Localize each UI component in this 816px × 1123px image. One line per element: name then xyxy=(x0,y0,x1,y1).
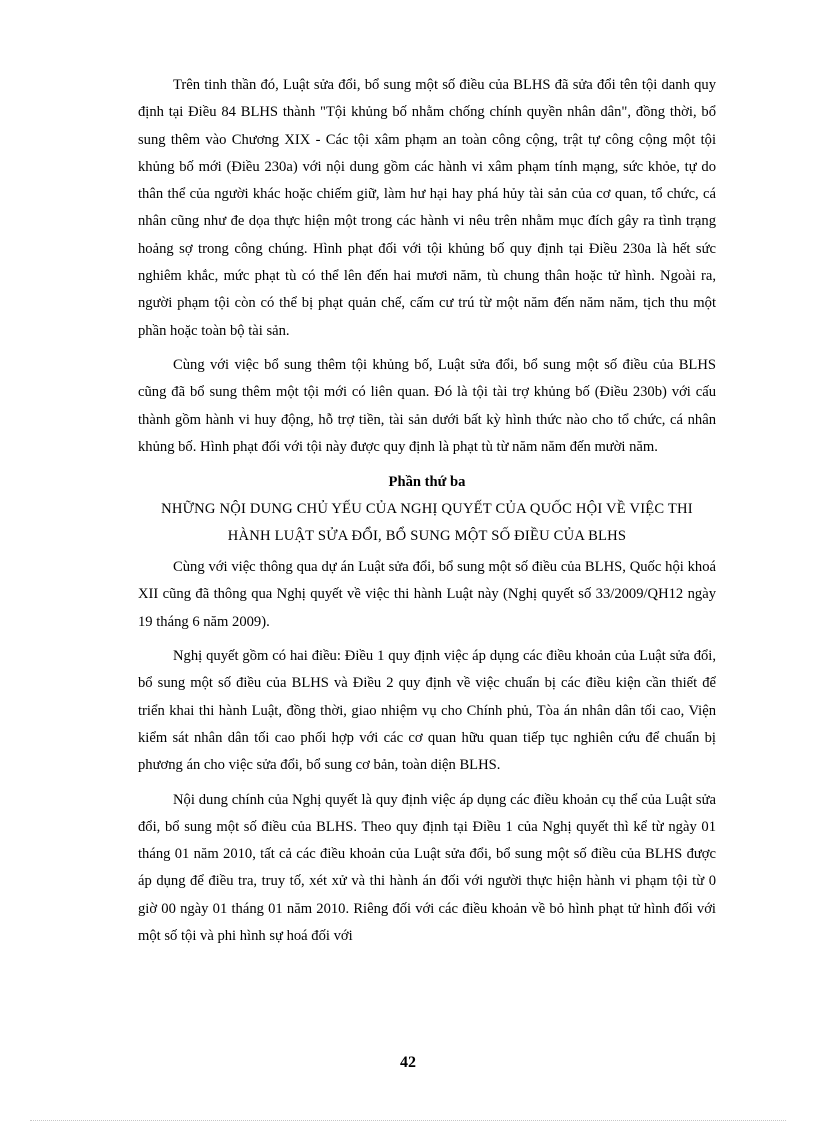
paragraph-resolution-content: Nội dung chính của Nghị quyết là quy định việc áp dụng các điều khoản cụ thể của Luật sửa đổi, bổ sung một số điều của BLHS. Theo quy định tại Điều 1 của Nghị quyết thì kể từ ngày 01 tháng 01 năm 2010, tất cả các điều khoản của Luật sửa đổi, bổ sung một số điều của BLHS được áp dụng để điều tra, truy tố, xét xử và thi hành án đối với người thực hiện hành vi phạm tội từ 0 giờ 00 ngày 01 tháng 01 năm 2010. Riêng đối với các điều khoản về bỏ hình phạt tử hình đối với một số tội và phi hình sự hoá đối với xyxy=(138,791,716,945)
section-title-line-2: HÀNH LUẬT SỬA ĐỔI, BỔ SUNG MỘT SỐ ĐIỀU CỦA BLHS xyxy=(227,528,627,545)
page-number: 42 xyxy=(400,1054,416,1071)
section-label: Phần thứ ba xyxy=(388,474,466,491)
paragraph-resolution-intro: Cùng với việc thông qua dự án Luật sửa đổi, bổ sung một số điều của BLHS, Quốc hội khoá XII cũng đã thông qua Nghị quyết về việc thi hành Luật này (Nghị quyết số 33/2009/QH12 ngày 19 tháng 6 năm 2009). xyxy=(138,559,716,630)
paragraph-terrorism-financing: Cùng với việc bổ sung thêm tội khủng bố, Luật sửa đổi, bổ sung một số điều của BLHS cũng đã bổ sung thêm một tội mới có liên quan. Đó là tội tài trợ khủng bố (Điều 230b) với cấu thành gồm hành vi huy động, hỗ trợ tiền, tài sản dưới bất kỳ hình thức nào cho tổ chức, cá nhân khủng bố. Hình phạt đối với tội này được quy định là phạt tù từ năm năm đến mười năm. xyxy=(138,356,716,455)
document-body xyxy=(138,72,716,957)
page-bottom-divider xyxy=(30,1120,786,1121)
paragraph-terrorism-amendment: Trên tinh thần đó, Luật sửa đổi, bổ sung một số điều của BLHS đã sửa đổi tên tội danh quy định tại Điều 84 BLHS thành "Tội khủng bố nhằm chống chính quyền nhân dân", đồng thời, bổ sung thêm vào Chương XIX - Các tội xâm phạm an toàn công cộng, trật tự công cộng một tội khủng bố mới (Điều 230a) với nội dung gồm các hành vi xâm phạm tính mạng, sức khỏe, tự do thân thể của người khác hoặc chiếm giữ, làm hư hại hay phá hủy tài sản của cơ quan, tổ chức, cá nhân cũng như đe dọa thực hiện một trong các hành vi nêu trên nhằm mục đích gây ra tình trạng hoảng sợ trong công chúng. Hình phạt đối với tội khủng bố quy định tại Điều 230a là hết sức nghiêm khắc, mức phạt tù có thể lên đến hai mươi năm, tù chung thân hoặc tử hình. Ngoài ra, người phạm tội còn có thể bị phạt quản chế, cấm cư trú từ một năm đến năm năm, tịch thu một phần hoặc toàn bộ tài sản. xyxy=(138,77,716,339)
section-title-line-1: NHỮNG NỘI DUNG CHỦ YẾU CỦA NGHỊ QUYẾT CỦA QUỐC HỘI VỀ VIỆC THI xyxy=(161,501,693,518)
paragraph-resolution-structure: Nghị quyết gồm có hai điều: Điều 1 quy định việc áp dụng các điều khoản của Luật sửa đổi, bổ sung một số điều của BLHS và Điều 2 quy định về việc chuẩn bị các điều kiện cần thiết để triển khai thi hành Luật, đồng thời, giao nhiệm vụ cho Chính phủ, Tòa án nhân dân tối cao, Viện kiểm sát nhân dân tối cao phối hợp với các cơ quan hữu quan tiếp tục nghiên cứu để chuẩn bị phương án cho việc sửa đổi, bổ sung cơ bản, toàn diện BLHS. xyxy=(138,648,716,774)
section-title xyxy=(138,496,716,550)
